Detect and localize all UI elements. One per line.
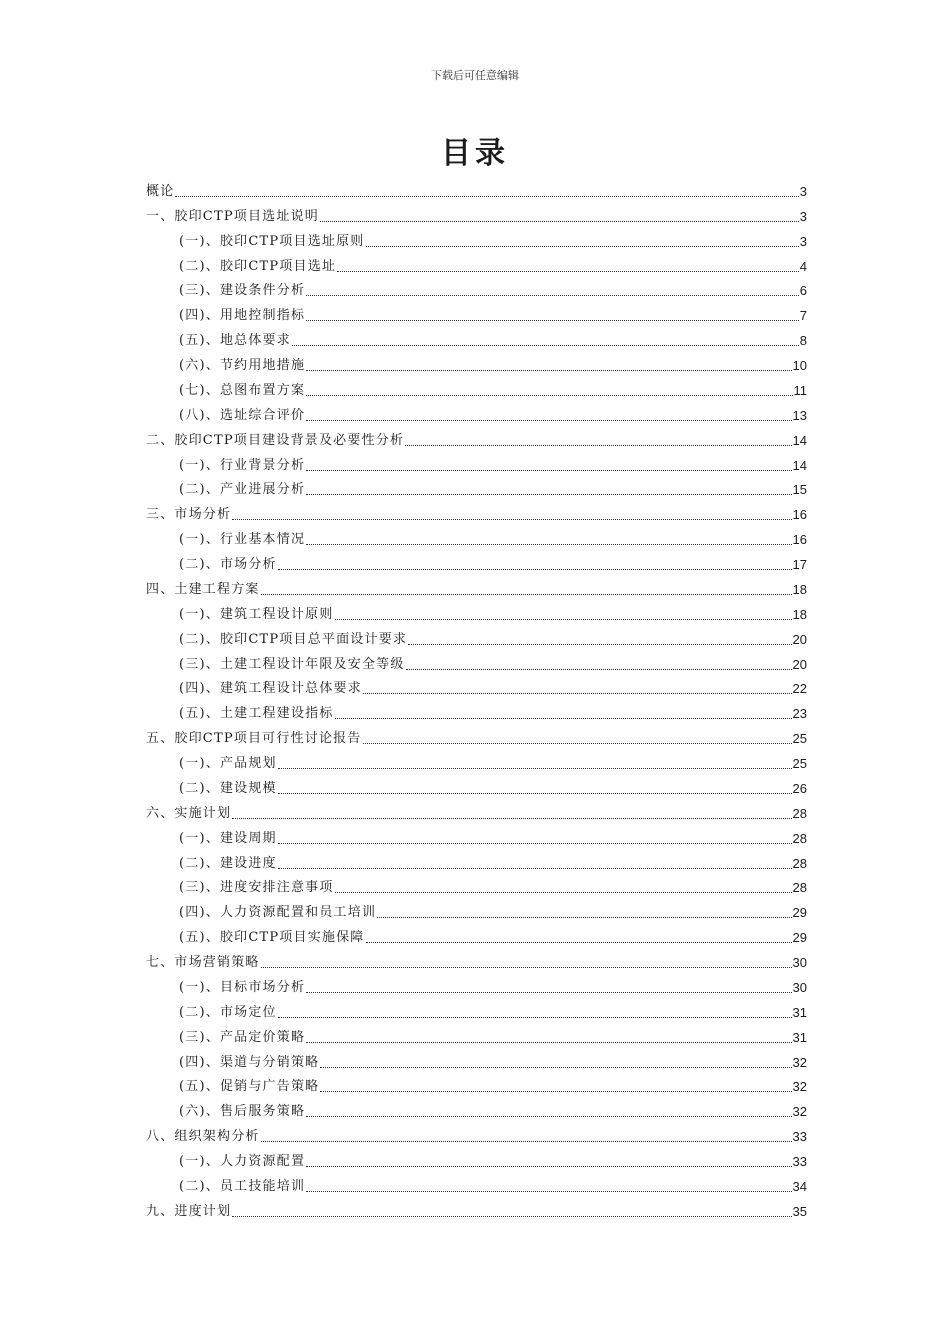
- toc-entry[interactable]: [146, 920, 807, 945]
- dot-leader: [320, 221, 799, 222]
- dot-leader: [306, 395, 792, 396]
- toc-entry[interactable]: [146, 348, 807, 373]
- toc-entry-page: 26: [792, 780, 807, 796]
- toc-entry-title: 六、实施计划: [146, 805, 232, 821]
- toc-entry[interactable]: [146, 1070, 807, 1095]
- dot-leader: [306, 1166, 791, 1167]
- dot-leader: [278, 868, 792, 869]
- toc-entry-page: 32: [792, 1104, 807, 1120]
- table-of-contents: [146, 174, 807, 1219]
- toc-entry-page: 30: [792, 955, 807, 970]
- toc-entry-page: 6: [799, 283, 807, 299]
- toc-entry[interactable]: [146, 249, 807, 274]
- toc-entry[interactable]: [146, 746, 807, 771]
- toc-entry-title: (一)、行业背景分析: [179, 457, 306, 473]
- toc-entry-page: 25: [792, 731, 807, 747]
- toc-entry[interactable]: [146, 224, 807, 249]
- toc-entry[interactable]: [146, 895, 807, 920]
- toc-entry-page: 28: [792, 880, 807, 896]
- toc-entry-page: 13: [792, 407, 807, 423]
- toc-entry[interactable]: [146, 1045, 807, 1070]
- toc-entry[interactable]: [146, 572, 807, 597]
- toc-entry[interactable]: [146, 174, 807, 199]
- toc-entry-title: (五)、促销与广告策略: [179, 1079, 320, 1095]
- toc-entry-title: (三)、土建工程设计年限及安全等级: [179, 656, 405, 672]
- toc-entry-title: (二)、员工技能培训: [179, 1178, 306, 1194]
- dot-leader: [232, 519, 791, 520]
- toc-entry-title: 四、土建工程方案: [146, 581, 260, 597]
- toc-entry[interactable]: [146, 970, 807, 995]
- dot-leader: [363, 693, 792, 694]
- toc-entry-title: (一)、建筑工程设计原则: [179, 606, 334, 622]
- toc-entry[interactable]: [146, 672, 807, 697]
- dot-leader: [337, 271, 799, 272]
- dot-leader: [175, 196, 798, 197]
- toc-entry-page: 31: [792, 1029, 807, 1045]
- toc-entry[interactable]: [146, 846, 807, 871]
- toc-entry[interactable]: [146, 497, 807, 522]
- toc-entry[interactable]: [146, 821, 807, 846]
- toc-entry[interactable]: [146, 1119, 807, 1144]
- toc-entry-page: 20: [792, 656, 807, 672]
- dot-leader: [377, 917, 791, 918]
- toc-entry[interactable]: [146, 647, 807, 672]
- toc-entry[interactable]: [146, 423, 807, 448]
- dot-leader: [306, 420, 791, 421]
- toc-entry-page: 10: [792, 358, 807, 373]
- toc-entry-page: 28: [792, 830, 807, 846]
- toc-entry-title: (一)、行业基本情况: [179, 532, 306, 548]
- toc-entry-page: 29: [792, 930, 807, 946]
- toc-entry[interactable]: [146, 1094, 807, 1119]
- toc-entry-page: 17: [792, 557, 807, 572]
- toc-entry-page: 28: [792, 805, 807, 821]
- toc-entry-title: 八、组织架构分析: [146, 1129, 260, 1145]
- toc-entry-title: (八)、选址综合评价: [179, 407, 306, 423]
- dot-leader: [278, 768, 792, 769]
- toc-entry[interactable]: [146, 323, 807, 348]
- toc-entry[interactable]: [146, 1169, 807, 1194]
- toc-entry-title: (二)、建设规模: [179, 780, 277, 796]
- toc-entry-page: 30: [792, 979, 807, 995]
- toc-entry-title: (一)、人力资源配置: [179, 1154, 306, 1169]
- dot-leader: [366, 942, 792, 943]
- toc-entry-title: (四)、建筑工程设计总体要求: [179, 681, 362, 697]
- dot-leader: [261, 594, 792, 595]
- toc-entry-title: (三)、进度安排注意事项: [179, 880, 334, 896]
- dot-leader: [261, 1141, 792, 1142]
- dot-leader: [320, 1067, 791, 1068]
- dot-leader: [278, 1017, 792, 1018]
- toc-entry-page: 34: [792, 1178, 807, 1194]
- toc-entry-title: (一)、胶印CTP项目选址原则: [179, 233, 365, 249]
- dot-leader: [306, 992, 791, 993]
- toc-entry-page: 20: [792, 631, 807, 647]
- toc-entry[interactable]: [146, 796, 807, 821]
- dot-leader: [306, 470, 791, 471]
- toc-entry-title: (二)、产业进展分析: [179, 482, 306, 498]
- toc-entry-page: 18: [792, 606, 807, 622]
- toc-entry-title: 二、胶印CTP项目建设背景及必要性分析: [146, 432, 405, 448]
- dot-leader: [408, 644, 791, 645]
- toc-entry[interactable]: [146, 1194, 807, 1219]
- toc-entry-title: (二)、市场分析: [179, 557, 277, 572]
- toc-entry[interactable]: [146, 522, 807, 547]
- toc-entry-page: 8: [799, 333, 807, 349]
- dot-leader: [278, 569, 792, 570]
- dot-leader: [232, 818, 791, 819]
- toc-entry-page: 16: [792, 507, 807, 523]
- toc-entry-title: (四)、人力资源配置和员工培训: [179, 905, 377, 921]
- toc-entry[interactable]: [146, 547, 807, 572]
- page-title: 目录: [441, 136, 509, 171]
- toc-entry[interactable]: [146, 696, 807, 721]
- dot-leader: [363, 743, 792, 744]
- dot-leader: [261, 967, 792, 968]
- toc-entry[interactable]: [146, 473, 807, 498]
- toc-entry-title: (五)、土建工程建设指标: [179, 706, 334, 722]
- toc-entry-title: (二)、胶印CTP项目总平面设计要求: [179, 631, 408, 647]
- dot-leader: [335, 892, 792, 893]
- toc-entry-title: (二)、建设进度: [179, 855, 277, 871]
- dot-leader: [278, 843, 792, 844]
- dot-leader: [306, 1042, 791, 1043]
- toc-entry-title: (一)、目标市场分析: [179, 979, 306, 995]
- toc-entry-title: (二)、胶印CTP项目选址: [179, 258, 337, 274]
- dot-leader: [405, 445, 791, 446]
- toc-entry[interactable]: [146, 274, 807, 299]
- dot-leader: [320, 1091, 791, 1092]
- toc-entry[interactable]: [146, 871, 807, 896]
- toc-entry-title: (五)、地总体要求: [179, 333, 291, 349]
- toc-entry[interactable]: [146, 721, 807, 746]
- toc-entry-page: 33: [792, 1129, 807, 1145]
- toc-entry-page: 3: [799, 233, 807, 249]
- toc-entry-page: 3: [799, 183, 807, 199]
- toc-entry[interactable]: [146, 448, 807, 473]
- toc-entry-page: 23: [792, 706, 807, 722]
- dot-leader: [335, 718, 792, 719]
- toc-entry-title: (三)、建设条件分析: [179, 283, 306, 299]
- toc-entry[interactable]: [146, 945, 807, 970]
- toc-entry-page: 7: [799, 308, 807, 324]
- header-note: 下载后可任意编辑: [431, 69, 519, 82]
- toc-entry-title: 五、胶印CTP项目可行性讨论报告: [146, 731, 362, 747]
- toc-entry[interactable]: [146, 398, 807, 423]
- dot-leader: [306, 370, 791, 371]
- toc-entry-title: (二)、市场定位: [179, 1004, 277, 1020]
- toc-entry-page: 11: [793, 382, 807, 398]
- toc-entry-title: (三)、产品定价策略: [179, 1029, 306, 1045]
- dot-leader: [278, 793, 792, 794]
- toc-entry-title: (七)、总图布置方案: [179, 382, 306, 398]
- toc-entry-page: 14: [792, 432, 807, 448]
- dot-leader: [306, 494, 791, 495]
- toc-entry-page: 14: [792, 457, 807, 473]
- dot-leader: [306, 1116, 791, 1117]
- toc-entry-page: 35: [792, 1203, 807, 1219]
- toc-entry-page: 22: [792, 681, 807, 697]
- toc-entry-page: 16: [792, 532, 807, 548]
- toc-entry-title: 概论: [146, 183, 175, 199]
- toc-entry-page: 28: [792, 855, 807, 871]
- toc-entry-title: (六)、节约用地措施: [179, 358, 306, 373]
- toc-entry-title: 九、进度计划: [146, 1203, 232, 1219]
- dot-leader: [306, 295, 799, 296]
- toc-entry-page: 18: [792, 581, 807, 597]
- toc-entry-title: (六)、售后服务策略: [179, 1104, 306, 1120]
- toc-entry-title: (四)、渠道与分销策略: [179, 1054, 320, 1070]
- toc-entry-page: 3: [799, 208, 807, 224]
- toc-entry[interactable]: [146, 298, 807, 323]
- toc-entry-page: 33: [792, 1154, 807, 1169]
- toc-entry-title: (一)、建设周期: [179, 830, 277, 846]
- toc-entry-page: 32: [792, 1054, 807, 1070]
- dot-leader: [232, 1216, 791, 1217]
- toc-entry-page: 25: [792, 756, 807, 771]
- toc-entry-page: 31: [792, 1004, 807, 1020]
- dot-leader: [306, 320, 799, 321]
- toc-entry[interactable]: [146, 622, 807, 647]
- dot-leader: [335, 619, 792, 620]
- toc-entry[interactable]: [146, 771, 807, 796]
- toc-entry-title: 一、胶印CTP项目选址说明: [146, 208, 319, 224]
- toc-entry-page: 4: [799, 258, 807, 274]
- toc-entry-title: (五)、胶印CTP项目实施保障: [179, 930, 365, 946]
- toc-entry[interactable]: [146, 1144, 807, 1169]
- dot-leader: [306, 544, 791, 545]
- dot-leader: [406, 669, 792, 670]
- toc-entry-page: 15: [792, 482, 807, 498]
- toc-entry[interactable]: [146, 1020, 807, 1045]
- dot-leader: [306, 1191, 791, 1192]
- toc-entry-page: 32: [792, 1079, 807, 1095]
- toc-entry-page: 29: [792, 905, 807, 921]
- dot-leader: [366, 246, 799, 247]
- toc-entry-title: 七、市场营销策略: [146, 955, 260, 970]
- toc-entry[interactable]: [146, 995, 807, 1020]
- toc-entry-title: (一)、产品规划: [179, 756, 277, 771]
- toc-entry[interactable]: [146, 597, 807, 622]
- toc-entry-title: 三、市场分析: [146, 507, 232, 523]
- dot-leader: [292, 345, 799, 346]
- toc-entry-title: (四)、用地控制指标: [179, 308, 306, 324]
- toc-entry[interactable]: [146, 373, 807, 398]
- toc-entry[interactable]: [146, 199, 807, 224]
